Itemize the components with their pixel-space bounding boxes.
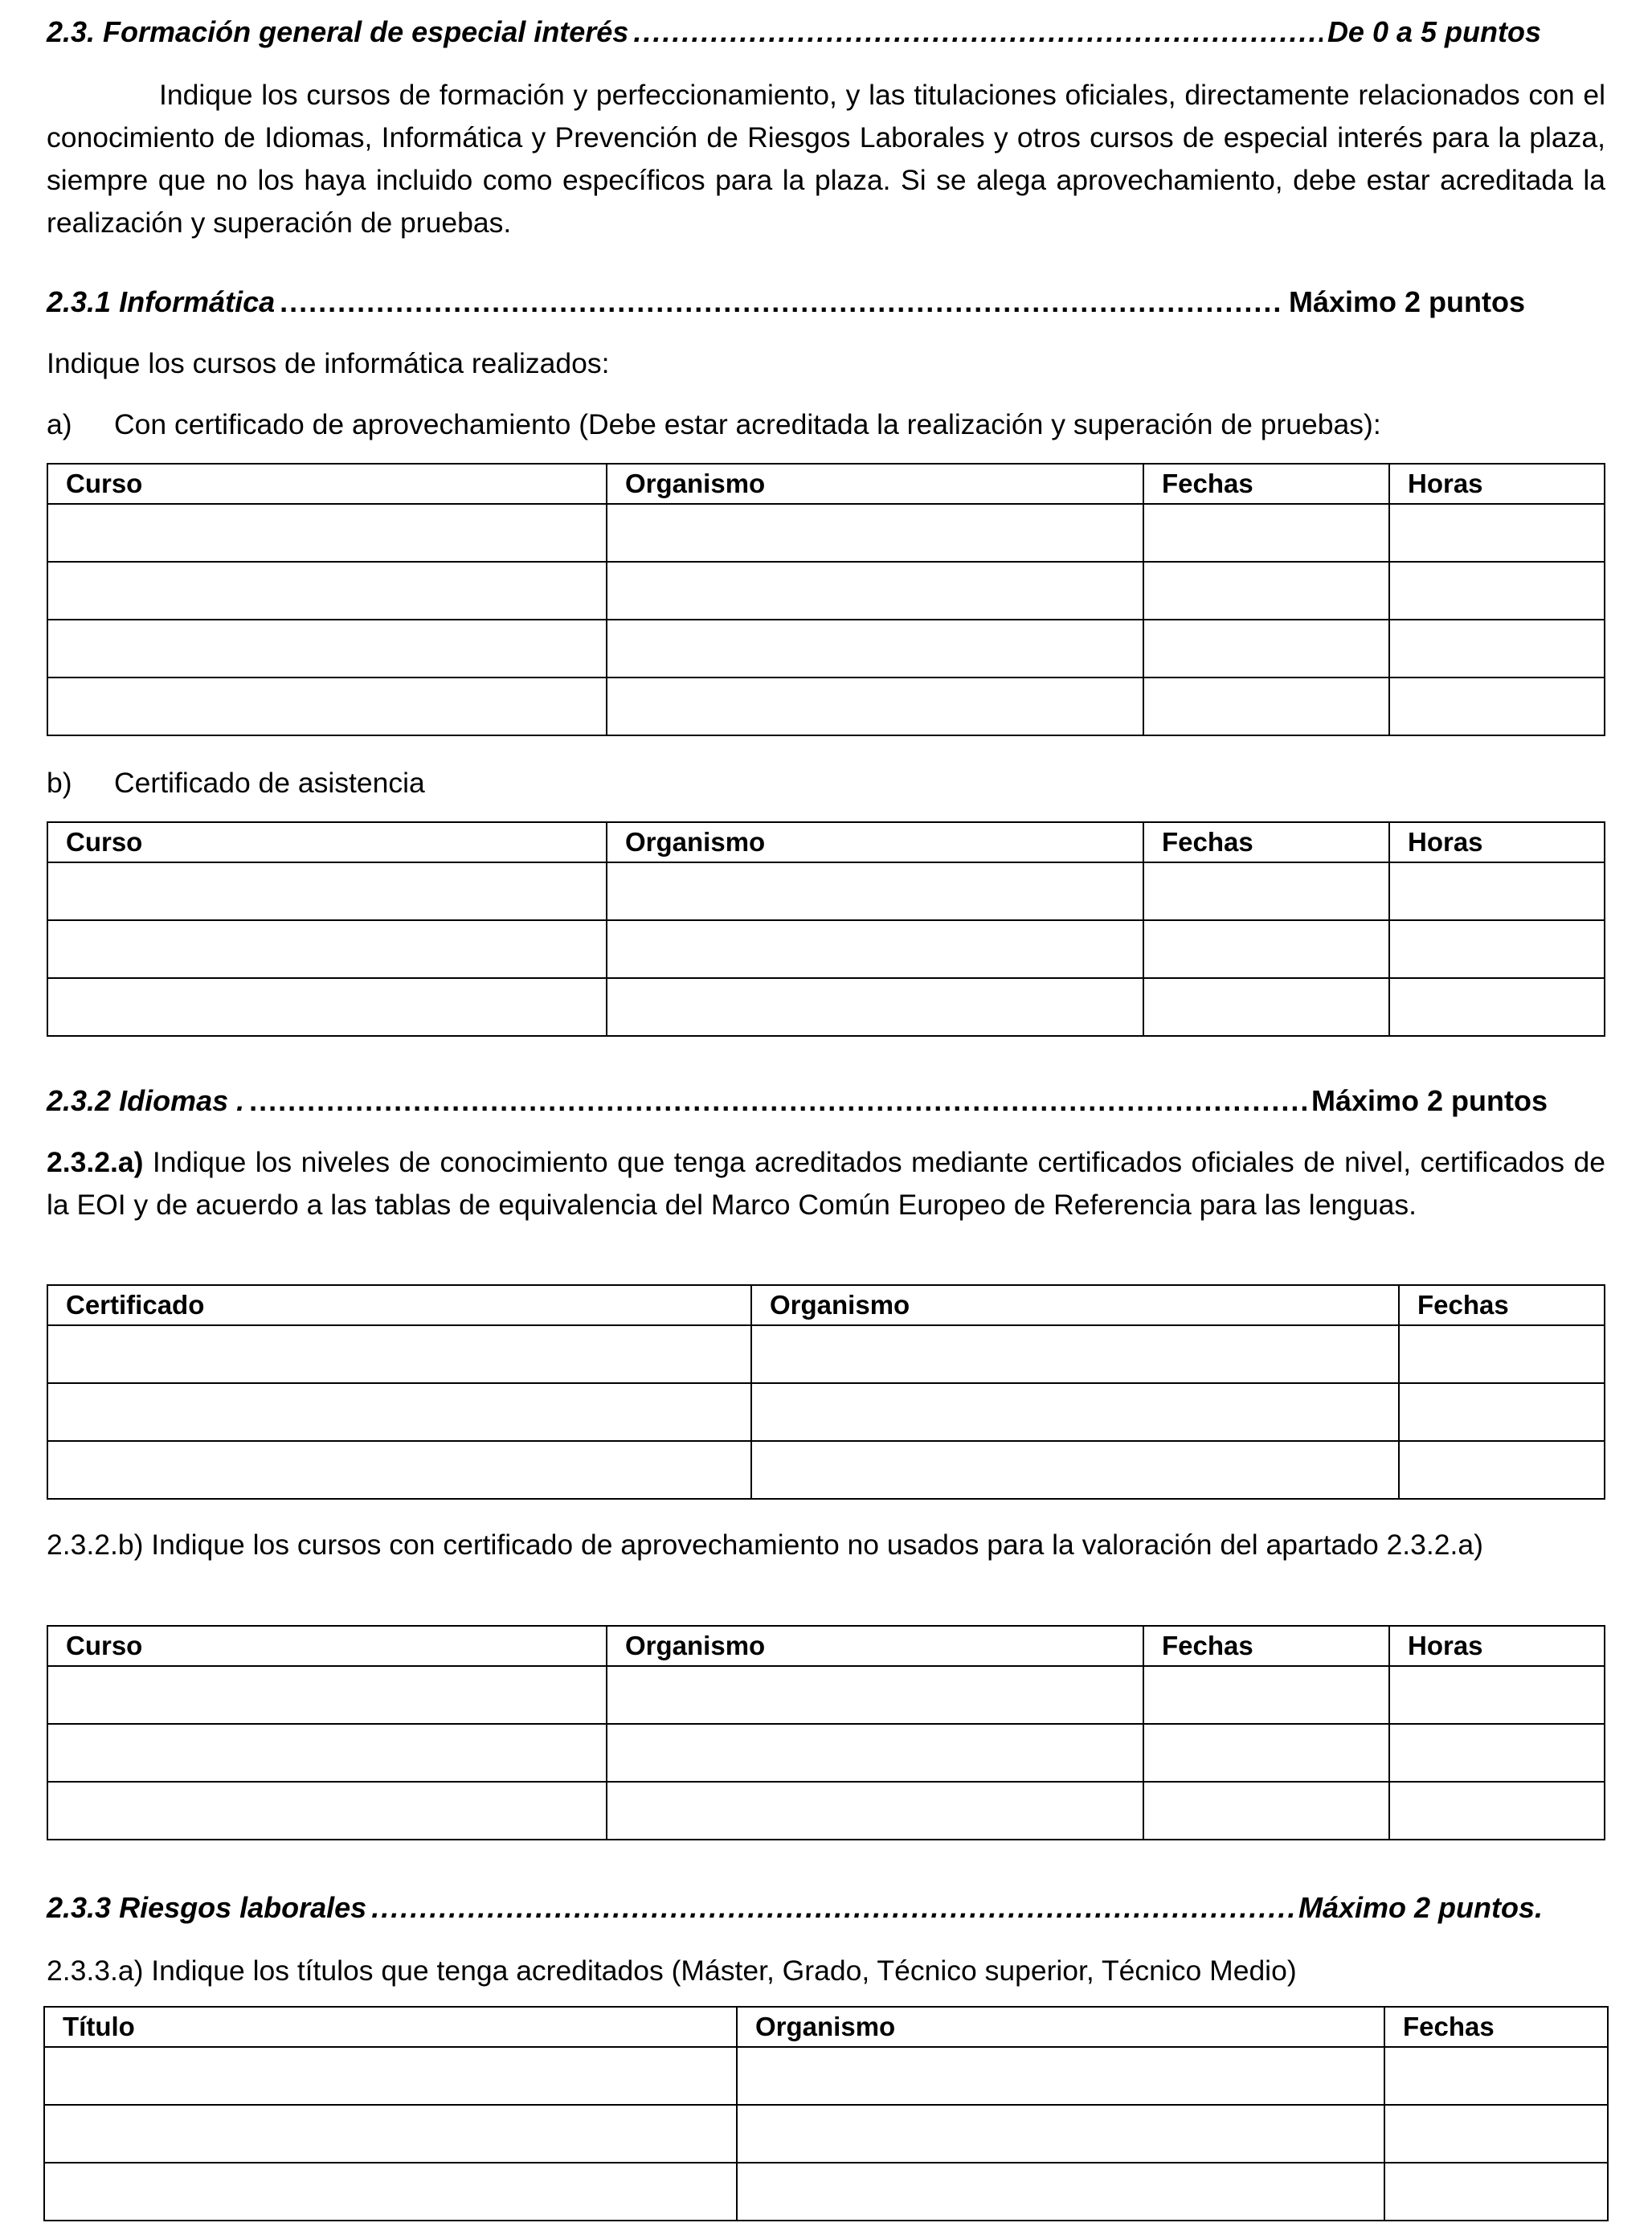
table-row	[47, 677, 1605, 735]
section-2-3-3-heading	[47, 1890, 1543, 1926]
table-cell[interactable]	[1384, 2047, 1608, 2105]
table-riesgos-titulos	[43, 2006, 1602, 2221]
section-title: 2.3.3 Riesgos laborales	[47, 1891, 367, 1924]
table-cell[interactable]	[607, 620, 1143, 677]
section-2-3-2-heading	[47, 1083, 1548, 1119]
table-cell[interactable]	[44, 2163, 737, 2221]
section-points: De 0 a 5 puntos	[1327, 15, 1541, 48]
table-cell[interactable]	[47, 920, 607, 978]
section-title: 2.3. Formación general de especial interés	[47, 15, 629, 48]
table-cell[interactable]	[47, 1724, 607, 1782]
table-cell[interactable]	[1389, 677, 1605, 735]
table-cell[interactable]	[607, 1782, 1143, 1840]
table-cell[interactable]	[1389, 620, 1605, 677]
table-cell[interactable]	[44, 2047, 737, 2105]
table-cell[interactable]	[1143, 1666, 1389, 1724]
table-cell[interactable]	[607, 1724, 1143, 1782]
item-a	[47, 405, 1605, 444]
column-header-curso: Curso	[47, 822, 607, 862]
table-cell[interactable]	[47, 1782, 607, 1840]
table-row	[47, 1666, 1605, 1724]
dot-leader	[249, 1083, 1306, 1119]
table-cell[interactable]	[1143, 1724, 1389, 1782]
column-header-fechas: Fechas	[1399, 1285, 1605, 1325]
table-cell[interactable]	[47, 504, 607, 562]
table-cell[interactable]	[47, 1325, 751, 1383]
table-cell[interactable]	[737, 2163, 1384, 2221]
table-row	[47, 1724, 1605, 1782]
table-cell[interactable]	[1143, 1782, 1389, 1840]
section-2-3-2-a-text	[47, 1141, 1605, 1226]
dot-leader	[280, 285, 1284, 320]
section-2-3-intro	[47, 74, 1605, 244]
table-cell[interactable]	[1389, 504, 1605, 562]
column-header-fechas: Fechas	[1143, 822, 1389, 862]
table-row	[47, 920, 1605, 978]
section-2-3-1-heading	[47, 285, 1525, 320]
column-header-organismo: Organismo	[607, 822, 1143, 862]
paragraph-text: Indique los niveles de conocimiento que tenga acreditados mediante certificados oficiales de nivel, certificados de la EOI y de acuerdo a las tablas de equivalencia del Marco Común Europeo de Referencia para las lenguas.	[47, 1146, 1605, 1221]
item-marker: a)	[47, 408, 72, 440]
table-cell[interactable]	[1399, 1383, 1605, 1441]
table-row	[47, 620, 1605, 677]
table-cell[interactable]	[47, 1666, 607, 1724]
table-cell[interactable]	[47, 978, 607, 1036]
table-informatica-asistencia	[47, 821, 1605, 1037]
table-cell[interactable]	[607, 978, 1143, 1036]
column-header-curso: Curso	[47, 1626, 607, 1666]
table-cell[interactable]	[607, 562, 1143, 620]
column-header-fechas: Fechas	[1143, 464, 1389, 504]
table-cell[interactable]	[47, 1441, 751, 1499]
column-header-certificado: Certificado	[47, 1285, 751, 1325]
table-cell[interactable]	[1143, 620, 1389, 677]
section-points: Máximo 2 puntos.	[1298, 1891, 1543, 1924]
table-informatica-aprovechamiento	[47, 463, 1605, 736]
table-cell[interactable]	[1399, 1441, 1605, 1499]
table-cell[interactable]	[1389, 978, 1605, 1036]
column-header-organismo: Organismo	[607, 464, 1143, 504]
section-title: 2.3.2 Idiomas .	[47, 1084, 245, 1117]
dot-leader	[633, 14, 1323, 50]
table-cell[interactable]	[1143, 562, 1389, 620]
table-cell[interactable]	[751, 1441, 1399, 1499]
column-header-titulo: Título	[44, 2007, 737, 2047]
table-row	[47, 1441, 1605, 1499]
item-b	[47, 763, 1605, 802]
column-header-horas: Horas	[1389, 1626, 1605, 1666]
table-cell[interactable]	[47, 562, 607, 620]
table-cell[interactable]	[737, 2105, 1384, 2163]
table-cell[interactable]	[47, 620, 607, 677]
table-row	[47, 1383, 1605, 1441]
table-cell[interactable]	[1389, 1666, 1605, 1724]
table-row	[44, 2105, 1608, 2163]
prompt-text: Indique los cursos de informática realizados:	[47, 347, 610, 379]
table-cell[interactable]	[1399, 1325, 1605, 1383]
table-cell[interactable]	[47, 862, 607, 920]
column-header-fechas: Fechas	[1384, 2007, 1608, 2047]
table-row	[47, 1325, 1605, 1383]
table-row	[47, 562, 1605, 620]
section-title: 2.3.1 Informática	[47, 285, 276, 318]
table-cell[interactable]	[751, 1383, 1399, 1441]
table-row	[44, 2163, 1608, 2221]
table-cell[interactable]	[607, 920, 1143, 978]
item-marker: b)	[47, 767, 72, 799]
table-cell[interactable]	[1389, 1782, 1605, 1840]
table-cell[interactable]	[44, 2105, 737, 2163]
table-idiomas-cursos	[47, 1625, 1605, 1840]
table-cell[interactable]	[1389, 1724, 1605, 1782]
table-cell[interactable]	[607, 862, 1143, 920]
item-text: Certificado de asistencia	[114, 767, 425, 799]
table-cell[interactable]	[1143, 862, 1389, 920]
intro-paragraph: Indique los cursos de formación y perfeccionamiento, y las titulaciones oficiales, directamente relacionados con el conocimiento de Idiomas, Informática y Prevención de Riesgos Laborales y otros cursos de especial interés para la plaza, siempre que no los haya incluido como específicos para la plaza. Si se alega aprovechamiento, debe estar acreditada la realización y superación de pruebas.	[47, 79, 1605, 239]
column-header-organismo: Organismo	[607, 1626, 1143, 1666]
table-row	[44, 2047, 1608, 2105]
table-cell[interactable]	[1143, 677, 1389, 735]
table-cell[interactable]	[1384, 2105, 1608, 2163]
section-2-3-3-a-text	[47, 1951, 1605, 1990]
table-cell[interactable]	[607, 1666, 1143, 1724]
table-cell[interactable]	[47, 677, 607, 735]
table-cell[interactable]	[1389, 562, 1605, 620]
paragraph-label: 2.3.2.a)	[47, 1146, 144, 1178]
table-cell[interactable]	[1389, 920, 1605, 978]
table-row	[47, 504, 1605, 562]
table-idiomas-certificados	[47, 1284, 1605, 1500]
table-cell[interactable]	[607, 677, 1143, 735]
column-header-fechas: Fechas	[1143, 1626, 1389, 1666]
section-points: Máximo 2 puntos	[1288, 285, 1525, 318]
column-header-horas: Horas	[1389, 464, 1605, 504]
table-row	[47, 978, 1605, 1036]
section-points: Máximo 2 puntos	[1311, 1084, 1548, 1117]
table-cell[interactable]	[607, 504, 1143, 562]
item-text: Con certificado de aprovechamiento (Debe estar acreditada la realización y superación de pruebas):	[114, 408, 1381, 440]
column-header-organismo: Organismo	[737, 2007, 1384, 2047]
table-cell[interactable]	[1143, 978, 1389, 1036]
table-row	[47, 862, 1605, 920]
section-2-3-2-b-text	[47, 1524, 1605, 1566]
table-cell[interactable]	[737, 2047, 1384, 2105]
table-cell[interactable]	[47, 1383, 751, 1441]
paragraph-text: 2.3.2.b) Indique los cursos con certificado de aprovechamiento no usados para la valoración del apartado 2.3.2.a)	[47, 1529, 1483, 1561]
column-header-curso: Curso	[47, 464, 607, 504]
table-cell[interactable]	[1143, 504, 1389, 562]
section-2-3-heading	[47, 14, 1541, 50]
paragraph-text: 2.3.3.a) Indique los títulos que tenga acreditados (Máster, Grado, Técnico superior, Técnico Medio)	[47, 1955, 1297, 1987]
table-cell[interactable]	[1143, 920, 1389, 978]
table-row	[47, 1782, 1605, 1840]
paragraph	[47, 1141, 1605, 1226]
table-cell[interactable]	[1384, 2163, 1608, 2221]
table-cell[interactable]	[751, 1325, 1399, 1383]
dot-leader	[371, 1890, 1294, 1926]
column-header-organismo: Organismo	[751, 1285, 1399, 1325]
informatica-prompt	[47, 344, 1605, 383]
table-cell[interactable]	[1389, 862, 1605, 920]
column-header-horas: Horas	[1389, 822, 1605, 862]
